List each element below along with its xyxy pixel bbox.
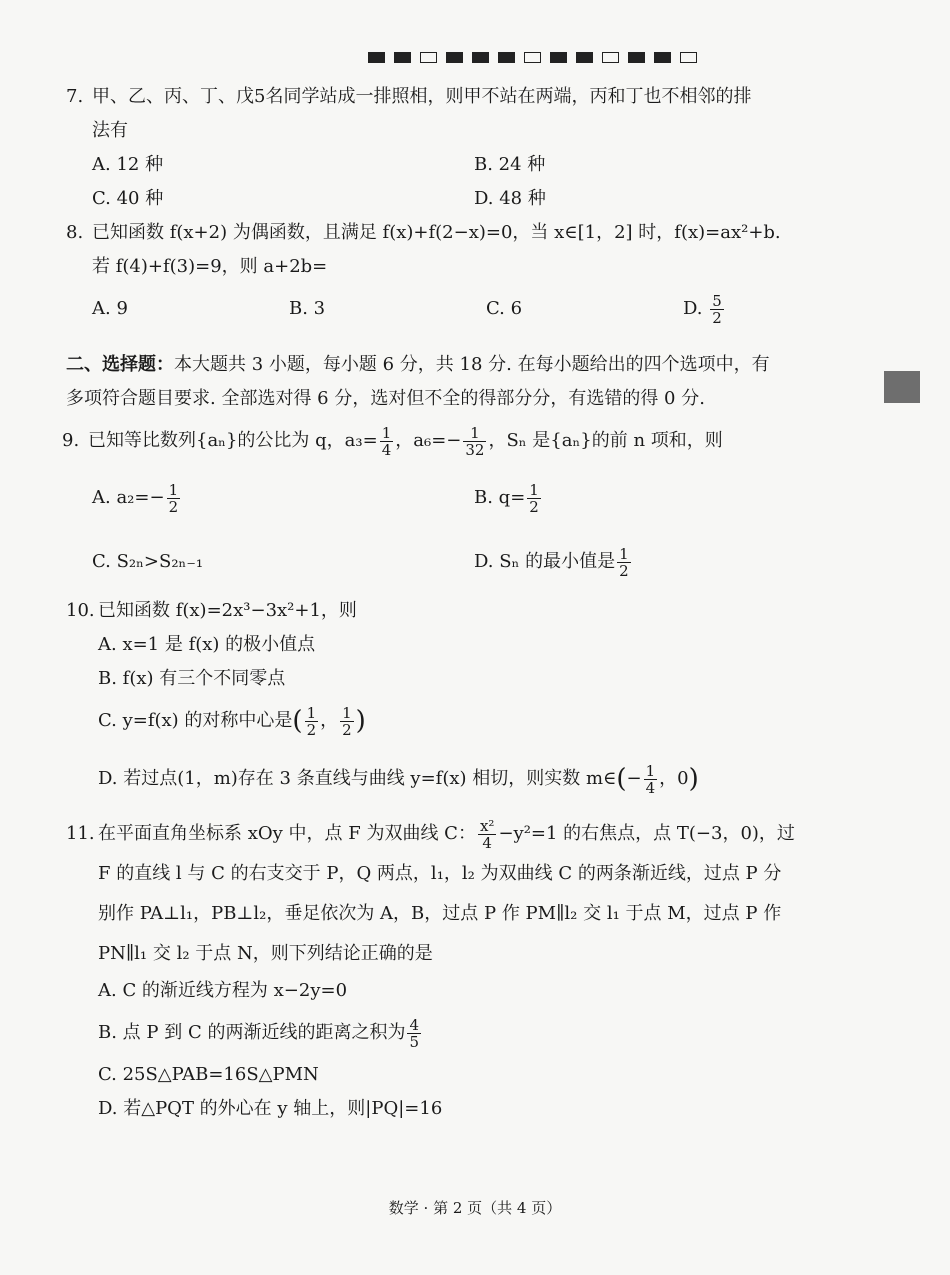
options-9 [66, 466, 842, 594]
option-b: B. 24 种 [474, 154, 546, 175]
question-stem: 甲、乙、丙、丁、戊5名同学站成一排照相，则甲不站在两端，丙和丁也不相邻的排 [92, 86, 752, 107]
options-10 [66, 628, 842, 804]
options-7 [66, 148, 842, 216]
filled-mark [654, 52, 671, 63]
option-b: B. 点 P 到 C 的两渐近线的距离之积为 $\frac{4}{5}$ [98, 1015, 419, 1051]
option-a: A. a₂=− $\frac{1}{2}$ [92, 480, 179, 516]
header-marks [368, 52, 697, 63]
filled-mark [472, 52, 489, 63]
question-8 [66, 216, 842, 284]
section-2-instructions: 二、选择题：本大题共 3 小题，每小题 6 分，共 18 分. 在每小题给出的四个选项中，有 多项符合题目要求. 全部选对得 6 分，选对但不全的得部分分，有选错的得 0 分. [66, 354, 770, 409]
section-heading: 二、选择题： [66, 354, 174, 375]
option-d: D. 48 种 [474, 188, 546, 209]
option-a: A. 9 [92, 298, 128, 319]
option-c: C. S₂ₙ>S₂ₙ₋₁ [92, 551, 204, 572]
question-11 [66, 814, 842, 974]
question-stem: 若 f(4)+f(3)=9，则 a+2b= [92, 256, 328, 277]
question-number: 9. [62, 430, 80, 451]
filled-mark [394, 52, 411, 63]
filled-mark [628, 52, 645, 63]
question-number: 8. [66, 222, 84, 243]
option-c: C. y=f(x) 的对称中心是( $\frac{1}{2}$ ， $\frac{1}{2}$ ) [98, 703, 366, 739]
question-number: 7. [66, 86, 84, 107]
option-d: D. 若过点(1，m)存在 3 条直线与曲线 y=f(x) 相切，则实数 m∈(− $\frac{1}{4}$ ，0) [98, 761, 699, 797]
filled-mark [368, 52, 385, 63]
options-8 [66, 284, 842, 334]
option-a: A. 12 种 [92, 154, 164, 175]
option-c: C. 40 种 [92, 188, 164, 209]
question-9 [62, 416, 842, 466]
question-stem: 法有 [92, 120, 128, 141]
filled-mark [576, 52, 593, 63]
question-stem: 在平面直角坐标系 xOy 中，点 F 为双曲线 C： $\frac{\text{x²}}{4}$ −y²=1 的右焦点，点 T(−3，0)，过 F 的直线 l 与 C 的右支交于 P，Q 两点，l₁，l₂ 为双曲线 C 的两条渐近线，过点 P 分 别作 PA⊥l₁，PB⊥l₂，垂足依次为 A，B，过点 P 作 PM∥l₂ 交 l₁ 于点 M，过点 P 作 PN∥l₁ 交 l₂ 于点 N，则下列结论正确的是 [98, 816, 795, 964]
question-stem: 已知函数 f(x+2) 为偶函数，且满足 f(x)+f(2−x)=0，当 x∈[1，2] 时，f(x)=ax²+b. [92, 222, 781, 243]
option-d: D. 若△PQT 的外心在 y 轴上，则|PQ|=16 [98, 1098, 443, 1119]
question-stem: 已知函数 f(x)=2x³−3x²+1，则 [98, 600, 357, 621]
question-10 [66, 594, 842, 628]
option-b: B. f(x) 有三个不同零点 [98, 668, 286, 689]
filled-mark [446, 52, 463, 63]
question-number: 11. [66, 823, 95, 844]
question-number: 10. [66, 600, 95, 621]
edge-tab [884, 371, 920, 403]
option-c: C. 25S△PAB=16S△PMN [98, 1064, 319, 1085]
filled-mark [498, 52, 515, 63]
question-7 [66, 80, 842, 148]
option-d: D. Sₙ 的最小值是 $\frac{1}{2}$ [474, 544, 629, 580]
filled-mark [550, 52, 567, 63]
option-a: A. C 的渐近线方程为 x−2y=0 [98, 980, 348, 1001]
option-c: C. 6 [486, 298, 523, 319]
open-mark [680, 52, 697, 63]
page-footer: 数学 · 第 2 页（共 4 页） [388, 1199, 562, 1217]
option-b: B. 3 [289, 298, 326, 319]
open-mark [602, 52, 619, 63]
open-mark [524, 52, 541, 63]
option-d: D. $\frac{5}{2}$ [683, 291, 722, 327]
options-11 [66, 974, 842, 1126]
exam-content [62, 80, 842, 1126]
question-stem: 已知等比数列{aₙ}的公比为 q，a₃= $\frac{1}{4}$ ，a₆=− $\frac{1}{32}$ ，Sₙ 是{aₙ}的前 n 项和，则 [88, 423, 723, 459]
option-a: A. x=1 是 f(x) 的极小值点 [98, 634, 316, 655]
option-b: B. q= $\frac{1}{2}$ [474, 480, 539, 516]
open-mark [420, 52, 437, 63]
